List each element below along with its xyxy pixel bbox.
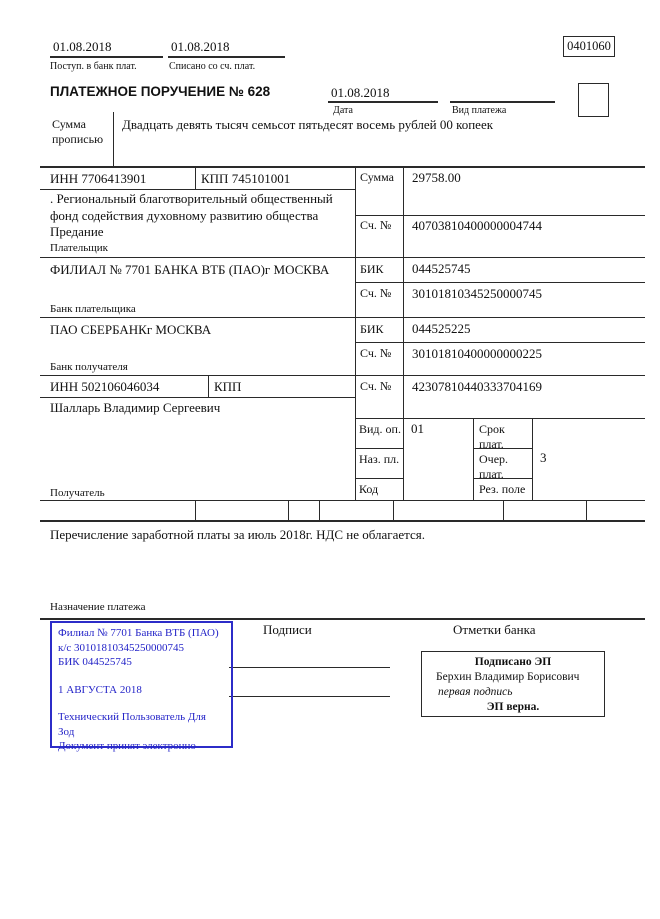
payee-bank-account-label: Сч. № (360, 346, 392, 360)
stamp-validity: ЭП верна. (486, 700, 540, 713)
payment-type-underline (450, 101, 555, 103)
payee-bank-bik: 044525225 (412, 321, 471, 336)
fields-row-divider-2 (288, 500, 289, 520)
stamp-corr-account: к/с 30101810345250000745 (58, 641, 185, 654)
priority-label: Очер. плат. (479, 452, 509, 482)
bank-electronic-stamp (50, 621, 233, 753)
amount-words-label: Сумма прописью (52, 117, 104, 147)
payee-inn: ИНН 502106046034 (50, 379, 160, 394)
payee-bank-account: 30101810400000000225 (412, 346, 542, 361)
payer-section-line (40, 257, 645, 258)
payer-bank-bik-label: БИК (360, 262, 384, 276)
op-type-label: Вид. оп. (359, 422, 401, 436)
fields-row-bottom-line (40, 520, 645, 522)
payee-account: 42307810440333704169 (412, 379, 542, 394)
payer-inn-row-line (40, 189, 355, 190)
form-code-box (563, 36, 615, 57)
purpose-code-label: Наз. пл. (359, 452, 400, 466)
op-type-value: 01 (411, 421, 424, 436)
signature-stamp-box (421, 651, 605, 717)
fields-row-divider-6 (586, 500, 587, 520)
payer-bank-section-line (40, 317, 645, 318)
code-label: Код (359, 482, 379, 496)
payee-account-label: Сч. № (360, 379, 392, 393)
date-underline (328, 101, 438, 103)
payer-section-label: Плательщик (50, 242, 108, 254)
debited-date: 01.08.2018 (171, 39, 230, 54)
purpose-text: Перечисление заработной платы за июль 2018г. НДС не облагается. (50, 527, 426, 542)
payee-bank-bik-label: БИК (360, 322, 384, 336)
amount-words-divider (113, 112, 114, 167)
payee-bank-name: ПАО СБЕРБАНКг МОСКВА (50, 322, 212, 337)
signature-line-2 (229, 696, 390, 697)
table-label-divider (403, 166, 404, 500)
payer-inn: ИНН 7706413901 (50, 171, 147, 186)
payee-bank-section-label: Банк получателя (50, 361, 128, 373)
payee-inn-row-line (40, 397, 355, 398)
amount-words-text: Двадцать девять тысяч семьсот пятьдесят восемь рублей 00 копеек (122, 117, 494, 132)
received-date-underline (50, 56, 163, 58)
signatures-label: Подписи (263, 622, 312, 637)
payer-bank-section-label: Банк плательщика (50, 303, 136, 315)
payer-bank-bik-line (355, 282, 645, 283)
payee-kpp: КПП (214, 379, 242, 394)
payer-account: 40703810400000004744 (412, 218, 542, 233)
details-row-line-left-2 (355, 478, 404, 479)
payee-bank-bik-line (355, 342, 645, 343)
details-divider-1 (473, 418, 474, 500)
payer-bank-account-label: Сч. № (360, 286, 392, 300)
status-square-box (578, 83, 609, 117)
payer-name: . Региональный благотворительный общественный фонд содействия духовному развитию общества Предание (50, 191, 333, 240)
received-date: 01.08.2018 (53, 39, 112, 54)
debited-date-underline (168, 56, 285, 58)
payer-bank-account: 30101810345250000745 (412, 286, 542, 301)
stamp-signature-type: первая подпись (438, 685, 513, 698)
payer-account-label: Сч. № (360, 218, 392, 232)
stamp-signed-title: Подписано ЭП (474, 656, 552, 668)
payee-name: Шалларь Владимир Сергеевич (50, 400, 221, 415)
stamp-bank-name: Филиал № 7701 Банка ВТБ (ПАО) (58, 627, 219, 639)
signature-line-1 (229, 667, 390, 668)
purpose-label: Назначение платежа (50, 601, 146, 613)
table-top-line (40, 166, 645, 168)
fields-row-divider-5 (503, 500, 504, 520)
stamp-note: Документ принят электронно (58, 740, 196, 753)
form-code: 0401060 (567, 39, 611, 53)
payee-section-label: Получатель (50, 487, 105, 499)
bank-marks-label: Отметки банка (453, 622, 536, 637)
stamp-signer-name: Берхин Владимир Борисович (436, 670, 580, 683)
stamp-user: Технический Пользователь Для Зод (58, 711, 206, 738)
sum-label: Сумма (360, 170, 394, 184)
details-top-line (355, 418, 645, 419)
fields-row-divider-3 (319, 500, 320, 520)
priority-value: 3 (540, 450, 547, 465)
details-row-line-left-1 (355, 448, 404, 449)
due-date-label: Срок плат. (479, 422, 505, 452)
reserve-label: Рез. поле (479, 482, 526, 496)
payer-bank-name: ФИЛИАЛ № 7701 БАНКА ВТБ (ПАО)г МОСКВА (50, 262, 330, 277)
payee-inn-kpp-divider (208, 375, 209, 397)
table-main-divider (355, 166, 356, 500)
payment-type-label: Вид платежа (452, 105, 507, 116)
received-date-label: Поступ. в банк плат. (50, 61, 137, 72)
stamp-bik: БИК 044525745 (58, 656, 132, 669)
debited-date-label: Списано со сч. плат. (169, 61, 256, 72)
fields-row-divider-4 (393, 500, 394, 520)
sum-row-line (355, 215, 645, 216)
payer-kpp: КПП 745101001 (201, 171, 291, 186)
document-date: 01.08.2018 (331, 85, 390, 100)
payee-section-line (40, 500, 645, 501)
purpose-bottom-line (40, 618, 645, 620)
date-label: Дата (333, 105, 353, 116)
stamp-date: 1 АВГУСТА 2018 (58, 683, 142, 696)
details-divider-2 (532, 418, 533, 500)
payee-bank-section-line (40, 375, 645, 376)
fields-row-divider-1 (195, 500, 196, 520)
document-title: ПЛАТЕЖНОЕ ПОРУЧЕНИЕ № 628 (50, 84, 271, 99)
sum-value: 29758.00 (412, 170, 461, 185)
payer-inn-kpp-divider (195, 166, 196, 189)
payer-bank-bik: 044525745 (412, 261, 471, 276)
